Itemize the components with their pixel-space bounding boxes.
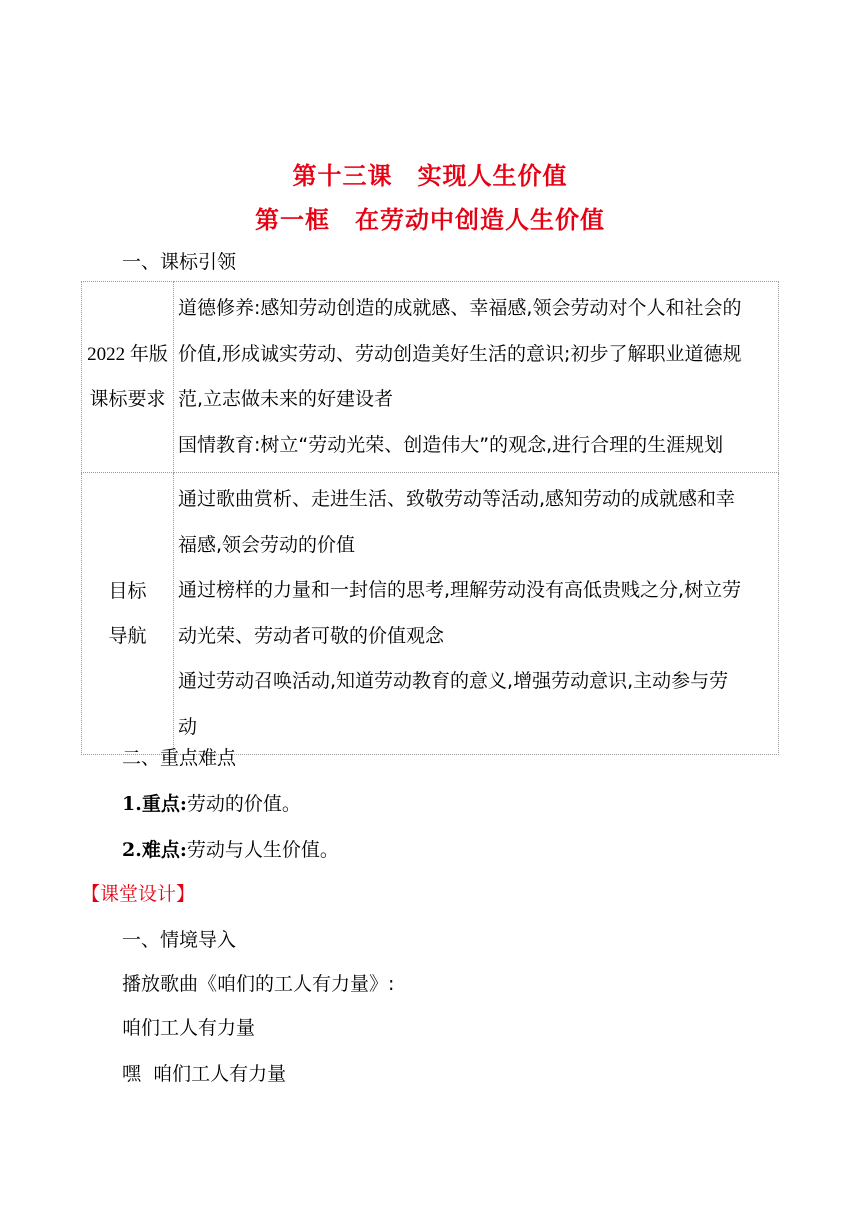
intro-heading: 一、情境导入 [122, 929, 237, 951]
key-point-item [122, 838, 339, 862]
curriculum-table [81, 281, 779, 755]
content-line: 动 [178, 715, 198, 738]
key-points-heading: 二、重点难点 [122, 747, 237, 769]
row-label-line: 目标 [108, 579, 147, 602]
key-point-item [122, 792, 301, 816]
key-point-text: 劳动的价值。 [186, 793, 301, 815]
content-line: 动光荣、劳动者可敬的价值观念 [178, 624, 445, 647]
table-row [82, 282, 779, 473]
key-point-label: 2.难点: [122, 839, 187, 861]
content-line: 道德修养:感知劳动创造的成就感、幸福感,领会劳动对个人和社会的 [178, 297, 742, 319]
key-point-label: 1.重点: [122, 793, 187, 815]
row-label-line: 课标要求 [89, 388, 166, 410]
curriculum-heading: 一、课标引领 [122, 251, 237, 273]
row-content [174, 282, 779, 473]
content-line: 通过榜样的力量和一封信的思考,理解劳动没有高低贵贱之分,树立劳 [178, 579, 742, 601]
content-line: 价值,形成诚实劳动、劳动创造美好生活的意识;初步了解职业道德规 [178, 342, 742, 365]
row-label [82, 282, 174, 473]
content-line: 范,立志做未来的好建设者 [178, 388, 394, 410]
lesson-title: 第十三课 实现人生价值 [292, 162, 568, 190]
key-point-text: 劳动与人生价值。 [186, 839, 339, 861]
content-line: 通过歌曲赏析、走进生活、致敬劳动等活动,感知劳动的成就感和幸 [178, 488, 736, 510]
table-row [82, 473, 779, 755]
section-title: 第一框 在劳动中创造人生价值 [255, 206, 605, 234]
content-line: 国情教育:树立“劳动光荣、创造伟大”的观念,进行合理的生涯规划 [178, 433, 724, 456]
row-label [82, 473, 174, 755]
song-intro: 播放歌曲《咱们的工人有力量》: [122, 973, 395, 995]
design-heading: 【课堂设计】 [81, 883, 196, 905]
row-content [174, 473, 779, 755]
content-line: 福感,领会劳动的价值 [178, 533, 356, 556]
lyric-line: 嘿 咱们工人有力量 [122, 1063, 287, 1085]
content-line: 通过劳动召唤活动,知道劳动教育的意义,增强劳动意识,主动参与劳 [178, 670, 729, 692]
row-label-line: 2022 年版 [87, 344, 168, 365]
lyric-line: 咱们工人有力量 [122, 1017, 256, 1039]
row-label-line: 导航 [108, 624, 147, 647]
